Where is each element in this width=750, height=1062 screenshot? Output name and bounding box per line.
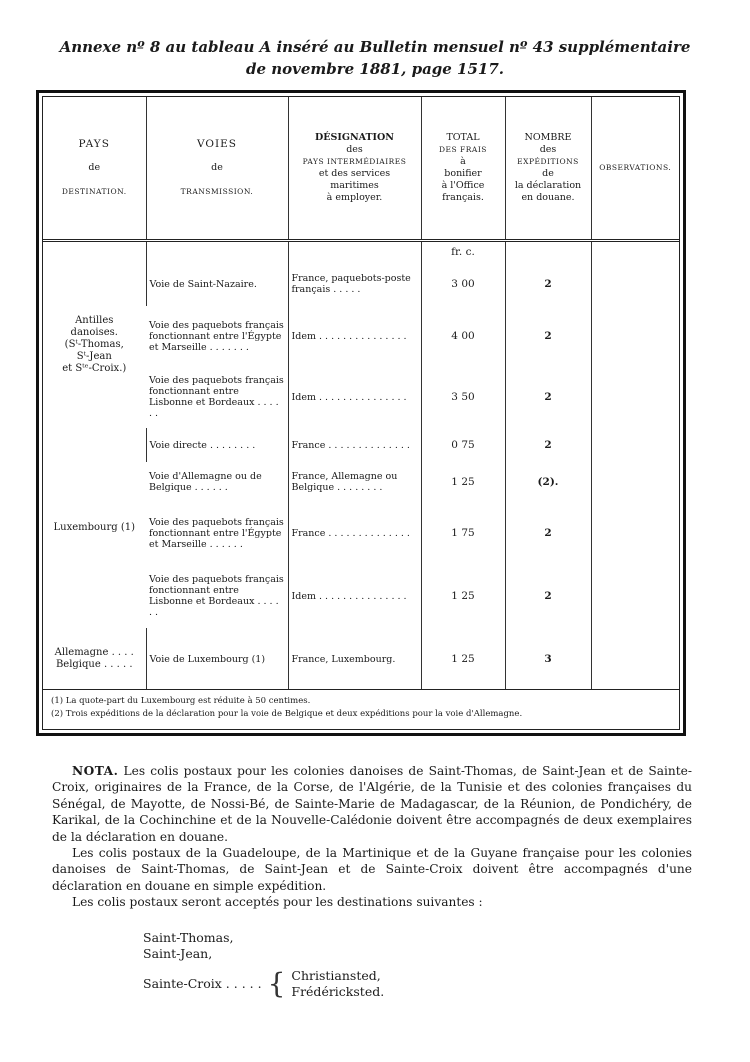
designation-cell: France . . . . . . . . . . . . . .: [288, 428, 421, 462]
route-cell: Voie des paquebots français fonctionnant entre Lisbonne et Bordeaux . . . . . .: [149, 375, 284, 419]
brace-icon: {: [267, 967, 286, 1000]
designation-cell: Idem . . . . . . . . . . . . . . .: [288, 564, 421, 628]
footnote-1: (1) La quote-part du Luxembourg est réduite à 50 centimes.: [51, 696, 311, 706]
sainte-croix-towns: [291, 968, 384, 1000]
observations-cell: [591, 262, 679, 306]
designation-cell: France . . . . . . . . . . . . . .: [288, 502, 421, 564]
column-header-designation: DÉSIGNATION des PAYS INTERMÉDIAIRES et des services maritimes à employer.: [288, 97, 421, 241]
designation-cell: France, Luxembourg.: [288, 628, 421, 690]
total-cell: 1 25: [421, 628, 505, 690]
count-cell: 2: [505, 262, 591, 306]
column-header-total: TOTAL DES FRAIS à bonifier à l'Office français.: [421, 97, 505, 241]
designation-cell: Idem . . . . . . . . . . . . . . .: [288, 366, 421, 428]
count-cell: 3: [505, 628, 591, 690]
units-label: fr. c.: [421, 241, 505, 263]
destination-saint-thomas: Saint-Thomas,: [143, 930, 234, 945]
observations-cell: [591, 628, 679, 690]
footnote-2: (2) Trois expéditions de la déclaration pour la voie de Belgique et deux expéditions pour la voie d'Allemagne.: [51, 709, 523, 719]
table-header-row: [43, 97, 679, 241]
route-cell: Voie des paquebots français fonctionnant entre Lisbonne et Bordeaux . . . . . .: [149, 574, 284, 618]
route-cell: Voie des paquebots français fonctionnant entre l'Égypte et Marseille . . . . . . .: [149, 319, 284, 353]
route-cell: Voie de Luxembourg (1): [146, 628, 288, 690]
column-header-voies: VOIES de TRANSMISSION.: [146, 97, 288, 241]
units-row: [43, 241, 679, 263]
route-cell: Voie des paquebots français fonctionnant entre l'Égypte et Marseille . . . . . .: [149, 516, 284, 550]
page-header: [0, 36, 750, 80]
total-cell: 1 25: [421, 564, 505, 628]
observations-cell: [591, 306, 679, 366]
column-header-pays: PAYS de DESTINATION.: [43, 97, 146, 241]
town-frederiksted: Frédéricksted.: [291, 984, 385, 999]
total-cell: 3 00: [421, 262, 505, 306]
table-row: [43, 428, 679, 462]
route-cell: Voie de Saint-Nazaire.: [146, 262, 288, 306]
tariff-table-inner: [42, 96, 680, 730]
country-antilles-danoises: Antilles danoises. (Sᵗ-Thomas, Sᵗ-Jean et Sᵗᵉ-Croix.): [62, 315, 127, 374]
table-row: [43, 628, 679, 690]
count-cell: 2: [505, 366, 591, 428]
header-line-2: de novembre 1881, page 1517.: [245, 60, 505, 78]
destinations-list: [143, 930, 384, 1000]
total-cell: 3 50: [421, 366, 505, 428]
route-cell: Voie d'Allemagne ou de Belgique . . . . . .: [149, 471, 262, 493]
total-cell: 4 00: [421, 306, 505, 366]
count-cell: 2: [505, 306, 591, 366]
destination-sainte-croix-block: [143, 968, 384, 1000]
count-cell: 2: [505, 564, 591, 628]
nota-lead: NOTA.: [72, 764, 119, 778]
designation-cell: Idem . . . . . . . . . . . . . . .: [288, 306, 421, 366]
designation-cell: France, Allemagne ou Belgique . . . . . . . .: [288, 462, 421, 502]
nota-section: [52, 763, 692, 911]
destination-saint-jean: Saint-Jean,: [143, 946, 213, 961]
nota-paragraph-1: NOTA. Les colis postaux pour les colonies danoises de Saint-Thomas, de Saint-Jean et de Sainte-Croix, originaires de la France, de la Corse, de l'Algérie, de la Tunisie et des colonies françaises du Sénégal, de Mayotte, de Nossi-Bé, de Sainte-Marie de Madagascar, de la Réunion, de Pondichéry, de Karikal, de la Cochinchine et de la Nouvelle-Calédonie doivent être accompagnés de deux exemplaires de la déclaration en douane.: [52, 764, 692, 844]
table-footnotes: [43, 689, 679, 729]
country-luxembourg: Luxembourg (1): [53, 522, 135, 533]
table-row: [43, 262, 679, 306]
count-cell: (2).: [505, 462, 591, 502]
nota-paragraph-3: Les colis postaux seront acceptés pour les destinations suivantes :: [72, 895, 483, 910]
observations-cell: [591, 502, 679, 564]
total-cell: 1 25: [421, 462, 505, 502]
column-header-observations: OBSERVATIONS.: [591, 97, 679, 241]
town-christiansted: Christiansted,: [291, 968, 381, 983]
observations-cell: [591, 462, 679, 502]
total-cell: 0 75: [421, 428, 505, 462]
designation-cell: France, paquebots-poste français . . . . .: [288, 262, 421, 306]
count-cell: 2: [505, 502, 591, 564]
observations-cell: [591, 366, 679, 428]
tariff-table-frame: [36, 90, 686, 736]
nota-paragraph-2: Les colis postaux de la Guadeloupe, de la Martinique et de la Guyane française pour les colonies danoises de Saint-Thomas, de Saint-Jean et de Sainte-Croix doivent être accompagnés d'une déclaration en douane en simple expédition.: [52, 846, 692, 893]
column-header-nombre: NOMBRE des EXPÉDITIONS de la déclaration en douane.: [505, 97, 591, 241]
route-cell: Voie directe . . . . . . . .: [146, 428, 288, 462]
header-line-1: Annexe nº 8 au tableau A inséré au Bulletin mensuel nº 43 supplémentaire: [59, 38, 691, 56]
country-allemagne-belgique: Allemagne . . . . Belgique . . . . .: [54, 647, 134, 670]
total-cell: 1 75: [421, 502, 505, 564]
tariff-table: [43, 97, 679, 690]
destination-sainte-croix: Sainte-Croix . . . . .: [143, 976, 262, 991]
observations-cell: [591, 564, 679, 628]
count-cell: 2: [505, 428, 591, 462]
observations-cell: [591, 428, 679, 462]
